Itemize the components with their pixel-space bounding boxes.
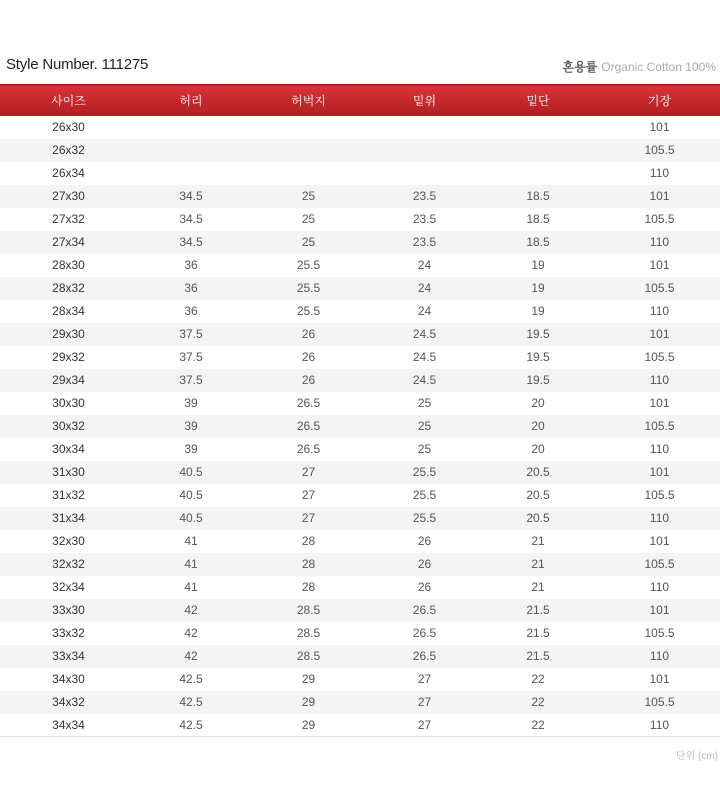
waist-cell: 42.5 — [179, 695, 203, 709]
hem-cell: 20.5 — [526, 488, 550, 502]
table-row — [0, 668, 720, 691]
length-cell: 105.5 — [644, 626, 675, 640]
waist-cell: 41 — [184, 557, 198, 571]
size-cell: 32x30 — [52, 534, 85, 548]
table-header-row — [0, 85, 720, 116]
rise-cell: 27 — [417, 717, 432, 732]
rise-cell: 25 — [417, 442, 432, 456]
size-cell: 34x32 — [52, 695, 85, 709]
rise-cell — [372, 116, 477, 139]
thigh-cell: 25 — [301, 235, 316, 249]
waist-cell: 39 — [184, 442, 198, 456]
rise-cell — [372, 162, 477, 185]
rise-cell: 25.5 — [412, 488, 437, 502]
thigh-cell — [245, 116, 372, 139]
rise-cell: 25.5 — [412, 465, 437, 479]
waist-cell: 39 — [184, 396, 198, 410]
hem-cell — [477, 116, 599, 139]
thigh-cell: 25.5 — [296, 281, 321, 295]
length-cell: 101 — [649, 465, 670, 479]
hem-cell: 21 — [531, 534, 545, 548]
thigh-cell: 26 — [301, 350, 316, 364]
size-cell: 27x34 — [52, 235, 85, 249]
thigh-cell: 29 — [301, 695, 316, 709]
table-row — [0, 231, 720, 254]
thigh-cell: 26 — [301, 327, 316, 341]
thigh-cell: 25 — [301, 212, 316, 226]
table-row — [0, 484, 720, 507]
hem-cell: 21 — [531, 580, 545, 594]
table-row — [0, 645, 720, 668]
thigh-cell: 26.5 — [296, 442, 321, 456]
table-row — [0, 369, 720, 392]
waist-cell: 42.5 — [179, 717, 203, 732]
length-cell: 110 — [649, 717, 670, 732]
waist-cell: 34.5 — [179, 212, 203, 226]
rise-cell: 25 — [417, 396, 432, 410]
hem-cell: 19 — [531, 304, 545, 318]
table-row — [0, 576, 720, 599]
waist-cell: 42 — [184, 603, 198, 617]
thigh-cell: 28.5 — [296, 649, 321, 663]
size-cell: 28x30 — [52, 258, 85, 272]
length-cell: 105.5 — [644, 695, 675, 709]
rise-cell: 24 — [417, 258, 432, 272]
thigh-cell: 28 — [301, 580, 316, 594]
size-cell: 26x30 — [52, 120, 85, 134]
fabric-value: Organic Cotton 100% — [601, 60, 716, 74]
table-row — [0, 116, 720, 139]
thigh-cell: 28.5 — [296, 626, 321, 640]
waist-cell: 36 — [184, 281, 198, 295]
size-cell: 26x34 — [52, 166, 85, 180]
column-header-length: 기장 — [647, 93, 672, 108]
length-cell: 105.5 — [644, 557, 675, 571]
waist-cell: 40.5 — [179, 488, 203, 502]
hem-cell: 21.5 — [526, 603, 550, 617]
style-number: Style Number. 111275 — [6, 56, 149, 73]
table-row — [0, 323, 720, 346]
thigh-cell: 25.5 — [296, 304, 321, 318]
rise-cell: 26.5 — [412, 626, 437, 640]
rise-cell: 24.5 — [412, 373, 437, 387]
length-cell: 101 — [649, 534, 670, 548]
hem-cell: 18.5 — [526, 212, 550, 226]
thigh-cell: 27 — [301, 488, 316, 502]
table-row — [0, 162, 720, 185]
table-row — [0, 277, 720, 300]
table-row — [0, 599, 720, 622]
hem-cell: 18.5 — [526, 189, 550, 203]
size-cell: 26x32 — [52, 143, 85, 157]
size-cell: 34x34 — [52, 717, 85, 732]
column-header-thigh: 허벅지 — [291, 93, 326, 108]
hem-cell: 22 — [531, 695, 545, 709]
thigh-cell: 26 — [301, 373, 316, 387]
waist-cell: 37.5 — [179, 350, 203, 364]
table-row — [0, 185, 720, 208]
size-cell: 34x30 — [52, 672, 85, 686]
size-cell: 29x32 — [52, 350, 85, 364]
column-header-waist: 허리 — [179, 93, 203, 108]
rise-cell: 26.5 — [412, 603, 437, 617]
thigh-cell: 27 — [301, 465, 316, 479]
waist-cell: 37.5 — [179, 373, 203, 387]
size-cell: 31x32 — [52, 488, 85, 502]
hem-cell: 19.5 — [526, 350, 550, 364]
rise-cell: 25.5 — [412, 511, 437, 525]
hem-cell: 19 — [531, 258, 545, 272]
table-row — [0, 507, 720, 530]
size-cell: 31x30 — [52, 465, 85, 479]
waist-cell: 37.5 — [179, 327, 203, 341]
waist-cell: 40.5 — [179, 465, 203, 479]
rise-cell: 26 — [417, 580, 432, 594]
length-cell: 110 — [649, 580, 670, 594]
column-header-rise: 밑위 — [412, 93, 437, 108]
size-cell: 27x32 — [52, 212, 85, 226]
column-header-hem: 밑단 — [526, 93, 550, 108]
hem-cell: 20 — [531, 442, 545, 456]
length-cell: 110 — [649, 166, 670, 180]
rise-cell: 24 — [417, 281, 432, 295]
hem-cell: 19.5 — [526, 327, 550, 341]
thigh-cell: 27 — [301, 511, 316, 525]
hem-cell: 20.5 — [526, 465, 550, 479]
rise-cell: 26.5 — [412, 649, 437, 663]
length-cell: 110 — [649, 235, 670, 249]
column-header-size: 사이즈 — [51, 93, 86, 108]
waist-cell: 36 — [184, 304, 198, 318]
hem-cell: 22 — [531, 717, 545, 732]
length-cell: 101 — [649, 327, 670, 341]
hem-cell — [477, 162, 599, 185]
rise-cell: 23.5 — [412, 189, 437, 203]
waist-cell — [137, 116, 245, 139]
size-cell: 33x34 — [52, 649, 85, 663]
waist-cell — [137, 162, 245, 185]
waist-cell: 36 — [184, 258, 198, 272]
table-row — [0, 530, 720, 553]
waist-cell: 39 — [184, 419, 198, 433]
thigh-cell: 25.5 — [296, 258, 321, 272]
waist-cell: 42 — [184, 649, 198, 663]
hem-cell: 21 — [531, 557, 545, 571]
length-cell: 105.5 — [644, 281, 675, 295]
length-cell: 110 — [649, 649, 670, 663]
table-row — [0, 691, 720, 714]
table-row — [0, 300, 720, 323]
length-cell: 105.5 — [644, 350, 675, 364]
size-cell: 28x32 — [52, 281, 85, 295]
table-row — [0, 208, 720, 231]
waist-cell: 42.5 — [179, 672, 203, 686]
table-row — [0, 553, 720, 576]
waist-cell: 41 — [184, 580, 198, 594]
hem-cell: 22 — [531, 672, 545, 686]
length-cell: 110 — [649, 442, 670, 456]
thigh-cell: 29 — [301, 717, 316, 732]
length-cell: 110 — [649, 373, 670, 387]
table-row — [0, 714, 720, 737]
size-cell: 28x34 — [52, 304, 85, 318]
fabric-label: 혼용률 — [562, 60, 598, 74]
rise-cell: 23.5 — [412, 235, 437, 249]
size-cell: 30x34 — [52, 442, 85, 456]
size-cell: 30x30 — [52, 396, 85, 410]
rise-cell: 24.5 — [412, 327, 437, 341]
size-table — [0, 84, 720, 737]
length-cell: 101 — [649, 396, 670, 410]
length-cell: 110 — [649, 304, 670, 318]
waist-cell: 34.5 — [179, 189, 203, 203]
size-cell: 30x32 — [52, 419, 85, 433]
length-cell: 101 — [649, 120, 670, 134]
size-cell: 33x32 — [52, 626, 85, 640]
fabric-composition — [562, 58, 716, 75]
size-table-body — [0, 116, 720, 737]
table-row — [0, 139, 720, 162]
thigh-cell: 28 — [301, 557, 316, 571]
waist-cell: 41 — [184, 534, 198, 548]
rise-cell: 25 — [417, 419, 432, 433]
size-cell: 27x30 — [52, 189, 85, 203]
size-cell: 31x34 — [52, 511, 85, 525]
rise-cell: 27 — [417, 695, 432, 709]
size-cell: 32x32 — [52, 557, 85, 571]
table-row — [0, 622, 720, 645]
hem-cell: 20 — [531, 396, 545, 410]
thigh-cell — [245, 139, 372, 162]
length-cell: 101 — [649, 258, 670, 272]
table-row — [0, 392, 720, 415]
table-row — [0, 346, 720, 369]
thigh-cell: 28.5 — [296, 603, 321, 617]
length-cell: 101 — [649, 189, 670, 203]
thigh-cell: 26.5 — [296, 419, 321, 433]
table-row — [0, 461, 720, 484]
rise-cell: 27 — [417, 672, 432, 686]
table-row — [0, 254, 720, 277]
rise-cell: 24.5 — [412, 350, 437, 364]
length-cell: 105.5 — [644, 488, 675, 502]
table-row — [0, 415, 720, 438]
rise-cell: 26 — [417, 557, 432, 571]
hem-cell: 20 — [531, 419, 545, 433]
hem-cell: 19.5 — [526, 373, 550, 387]
hem-cell: 21.5 — [526, 649, 550, 663]
hem-cell — [477, 139, 599, 162]
waist-cell: 40.5 — [179, 511, 203, 525]
waist-cell — [137, 139, 245, 162]
length-cell: 101 — [649, 603, 670, 617]
length-cell: 110 — [649, 511, 670, 525]
hem-cell: 20.5 — [526, 511, 550, 525]
size-cell: 29x30 — [52, 327, 85, 341]
rise-cell: 24 — [417, 304, 432, 318]
hem-cell: 21.5 — [526, 626, 550, 640]
waist-cell: 34.5 — [179, 235, 203, 249]
waist-cell: 42 — [184, 626, 198, 640]
hem-cell: 18.5 — [526, 235, 550, 249]
length-cell: 105.5 — [644, 143, 675, 157]
rise-cell: 26 — [417, 534, 432, 548]
thigh-cell: 29 — [301, 672, 316, 686]
size-cell: 32x34 — [52, 580, 85, 594]
thigh-cell: 28 — [301, 534, 316, 548]
rise-cell: 23.5 — [412, 212, 437, 226]
rise-cell — [372, 139, 477, 162]
unit-note: 단위 (cm) — [675, 751, 718, 762]
length-cell: 101 — [649, 672, 670, 686]
size-chart-header — [0, 54, 720, 78]
thigh-cell: 26.5 — [296, 396, 321, 410]
table-row — [0, 438, 720, 461]
length-cell: 105.5 — [644, 212, 675, 226]
size-cell: 29x34 — [52, 373, 85, 387]
thigh-cell — [245, 162, 372, 185]
size-cell: 33x30 — [52, 603, 85, 617]
thigh-cell: 25 — [301, 189, 316, 203]
length-cell: 105.5 — [644, 419, 675, 433]
hem-cell: 19 — [531, 281, 545, 295]
